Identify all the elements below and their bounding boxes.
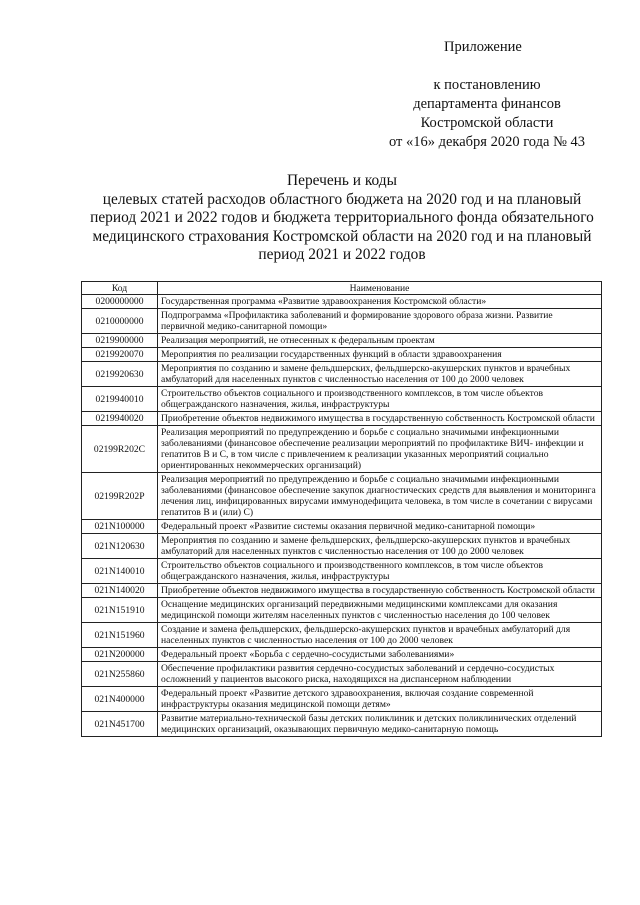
table-row <box>82 520 602 534</box>
appendix-line: Костромской области <box>420 115 554 131</box>
table-row <box>82 687 602 712</box>
heading-line: медицинского страхования Костромской области на 2020 год и на плановый <box>92 227 592 245</box>
row-code: 021N140020 <box>82 584 158 598</box>
row-code: 021N151960 <box>82 623 158 648</box>
table-row <box>82 584 602 598</box>
row-code: 02199R202P <box>82 473 158 520</box>
row-name: Приобретение объектов недвижимого имущества в государственную собственность Костромской области <box>158 412 602 426</box>
row-code: 0219920070 <box>82 348 158 362</box>
table-row <box>82 426 602 473</box>
row-name: Федеральный проект «Развитие детского здравоохранения, включая создание современной инфраструктуры оказания медицинской помощи детям» <box>158 687 602 712</box>
row-code: 021N140010 <box>82 559 158 584</box>
row-name: Реализация мероприятий по предупреждению и борьбе с социально значимыми инфекционными заболеваниями (финансовое обеспечение реализации мероприятий по профилактике ВИЧ- инфекции и гепатитов В и С, в том числе с привлечением к реализации указанных мероприятий социально ориентированных некоммерческих организаций) <box>158 426 602 473</box>
row-code: 0219900000 <box>82 334 158 348</box>
table-row <box>82 559 602 584</box>
row-code: 0210000000 <box>82 309 158 334</box>
row-code: 021N100000 <box>82 520 158 534</box>
appendix-title: Приложение <box>444 39 522 55</box>
column-header-code: Код <box>82 282 158 295</box>
row-name: Реализация мероприятий по предупреждению и борьбе с социально значимыми инфекционными заболеваниями (финансовое обеспечение закупок диагностических средств для выявления и мониторинга лечения лиц, инфицированных вирусами иммунодефицита человека, в том числе в сочетании с вирусами гепатитов В и (или) С) <box>158 473 602 520</box>
heading-line: период 2021 и 2022 годов <box>258 246 426 264</box>
row-name: Обеспечение профилактики развития сердечно-сосудистых заболеваний и сердечно-сосудистых осложнений у пациентов высокого риска, находящихся на диспансерном наблюдении <box>158 662 602 687</box>
appendix-line: к постановлению <box>433 77 541 93</box>
row-name: Развитие материально-технической базы детских поликлиник и детских поликлинических отделений медицинских организаций, оказывающих первичную медико-санитарную помощь <box>158 712 602 737</box>
appendix-block <box>372 38 602 152</box>
table-row <box>82 662 602 687</box>
table-row <box>82 334 602 348</box>
row-code: 0219940010 <box>82 387 158 412</box>
row-name: Подпрограмма «Профилактика заболеваний и формирование здорового образа жизни. Развитие первичной медико-санитарной помощи» <box>158 309 602 334</box>
codes-table <box>81 281 602 737</box>
table-row <box>82 362 602 387</box>
row-code: 021N120630 <box>82 534 158 559</box>
heading-line: Перечень и коды <box>287 172 397 189</box>
row-name: Государственная программа «Развитие здравоохранения Костромской области» <box>158 295 602 309</box>
table-row <box>82 295 602 309</box>
table-body <box>82 295 602 737</box>
row-name: Мероприятия по реализации государственных функций в области здравоохранения <box>158 348 602 362</box>
table-row <box>82 534 602 559</box>
appendix-line: департамента финансов <box>413 96 561 112</box>
row-name: Федеральный проект «Развитие системы оказания первичной медико-санитарной помощи» <box>158 520 602 534</box>
row-code: 021N451700 <box>82 712 158 737</box>
row-code: 021N200000 <box>82 648 158 662</box>
table-row <box>82 598 602 623</box>
table-row <box>82 473 602 520</box>
row-code: 021N151910 <box>82 598 158 623</box>
row-name: Оснащение медицинских организаций передвижными медицинскими комплексами для оказания медицинской помощи жителям населенных пунктов с численностью населения до 100 человек <box>158 598 602 623</box>
row-name: Создание и замена фельдшерских, фельдшерско-акушерских пунктов и врачебных амбулаторий для населенных пунктов с численностью населения от 100 до 2000 человек <box>158 623 602 648</box>
row-name: Приобретение объектов недвижимого имущества в государственную собственность Костромской области <box>158 584 602 598</box>
table-row <box>82 387 602 412</box>
row-name: Строительство объектов социального и производственного комплексов, в том числе объектов общегражданского назначения, жилья, инфраструктуры <box>158 387 602 412</box>
row-code: 0219920630 <box>82 362 158 387</box>
table-row <box>82 623 602 648</box>
heading-line: целевых статей расходов областного бюджета на 2020 год и на плановый <box>102 190 582 208</box>
column-header-name: Наименование <box>158 282 602 295</box>
row-name: Федеральный проект «Борьба с сердечно-сосудистыми заболеваниями» <box>158 648 602 662</box>
row-code: 02199R202C <box>82 426 158 473</box>
table-header-row <box>82 282 602 295</box>
row-name: Реализация мероприятий, не отнесенных к федеральным проектам <box>158 334 602 348</box>
table-row <box>82 309 602 334</box>
row-name: Мероприятия по созданию и замене фельдшерских, фельдшерско-акушерских пунктов и врачебных амбулаторий для населенных пунктов с численностью населения от 100 до 2000 человек <box>158 534 602 559</box>
appendix-line: от «16» декабря 2020 года № 43 <box>388 134 586 150</box>
row-name: Мероприятия по созданию и замене фельдшерских, фельдшерско-акушерских пунктов и врачебных амбулаторий для населенных пунктов с численностью населения от 100 до 2000 человек <box>158 362 602 387</box>
heading-line: период 2021 и 2022 годов и бюджета территориального фонда обязательного <box>90 209 594 227</box>
row-code: 021N400000 <box>82 687 158 712</box>
table-row <box>82 412 602 426</box>
table-row <box>82 348 602 362</box>
row-code: 0200000000 <box>82 295 158 309</box>
row-name: Строительство объектов социального и производственного комплексов, в том числе объектов общегражданского назначения, жилья, инфраструктуры <box>158 559 602 584</box>
document-heading <box>72 172 612 265</box>
row-code: 021N255860 <box>82 662 158 687</box>
table-row <box>82 712 602 737</box>
table-row <box>82 648 602 662</box>
row-code: 0219940020 <box>82 412 158 426</box>
